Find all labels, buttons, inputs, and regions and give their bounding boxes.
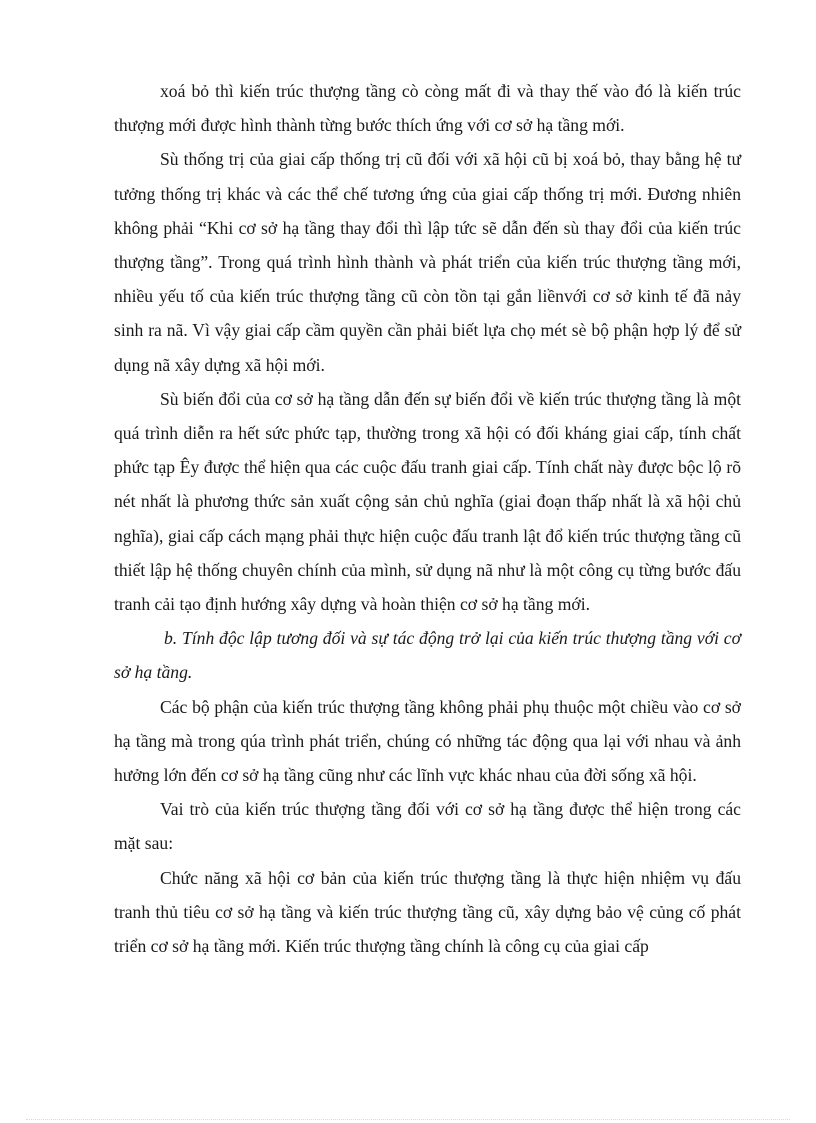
paragraph: Sù biến đổi của cơ sở hạ tầng dẫn đến sự biến đổi về kiến trúc thượng tầng là một quá trình diễn ra hết sức phức tạp, thường trong xã hội có đối kháng giai cấp, tính chất phức tạp Êy được thể hiện qua các cuộc đấu tranh giai cấp. Tính chất này được bộc lộ rõ nét nhất là phương thức sản xuất cộng sản chủ nghĩa (giai đoạn thấp nhất là xã hội chủ nghĩa), giai cấp cách mạng phải thực hiện cuộc đấu tranh lật đổ kiến trúc thượng tầng cũ thiết lập hệ thống chuyên chính của mình, sử dụng nã như là một công cụ từng bước đấu tranh cải tạo định hướng xây dựng và hoàn thiện cơ sở hạ tầng mới. xyxy=(114,388,741,615)
paragraph: Vai trò của kiến trúc thượng tầng đối với cơ sở hạ tầng được thể hiện trong các mặt sau: xyxy=(114,799,741,854)
paragraph: Sù thống trị của giai cấp thống trị cũ đối với xã hội cũ bị xoá bỏ, thay bằng hệ tư tưởng thống trị khác và các thể chế tương ứng của giai cấp thống trị mới. Đương nhiên không phải “Khi cơ sở hạ tầng thay đổi thì lập tức sẽ dẫn đến sù thay đổi của kiến trúc thượng tầng”. Trong quá trình hình thành và phát triển của kiến trúc thượng tầng mới, nhiều yếu tố của kiến trúc thượng tầng cũ còn tồn tại gắn liềnvới cơ sở kinh tế đã nảy sinh ra nã. Vì vậy giai cấp cầm quyền cần phải biết lựa chọ mét sè bộ phận hợp lý để sử dụng nã xây dựng xã hội mới. xyxy=(114,149,741,375)
paragraph: Chức năng xã hội cơ bản của kiến trúc thượng tầng là thực hiện nhiệm vụ đấu tranh thủ tiêu cơ sở hạ tầng và kiến trúc thượng tầng cũ, xây dựng bảo vệ củng cố phát triển cơ sở hạ tầng mới. Kiến trúc thượng tầng chính là công cụ của giai cấp xyxy=(114,867,741,957)
paragraph-continued: xoá bỏ thì kiến trúc thượng tầng cò còng mất đi và thay thế vào đó là kiến trúc thượng mới được hình thành từng bước thích ứng với cơ sở hạ tầng mới. xyxy=(114,81,741,136)
page-bottom-divider xyxy=(26,1119,790,1120)
document-body xyxy=(114,74,741,963)
paragraph: Các bộ phận của kiến trúc thượng tầng không phải phụ thuộc một chiều vào cơ sở hạ tầng mà trong qúa trình phát triển, chúng có những tác động qua lại với nhau và ảnh hưởng lớn đến cơ sở hạ tầng cũng như các lĩnh vực khác nhau của đời sống xã hội. xyxy=(114,696,741,786)
section-heading: b. Tính độc lập tương đối và sự tác động trở lại của kiến trúc thượng tầng với cơ sở hạ tầng. xyxy=(114,628,741,683)
